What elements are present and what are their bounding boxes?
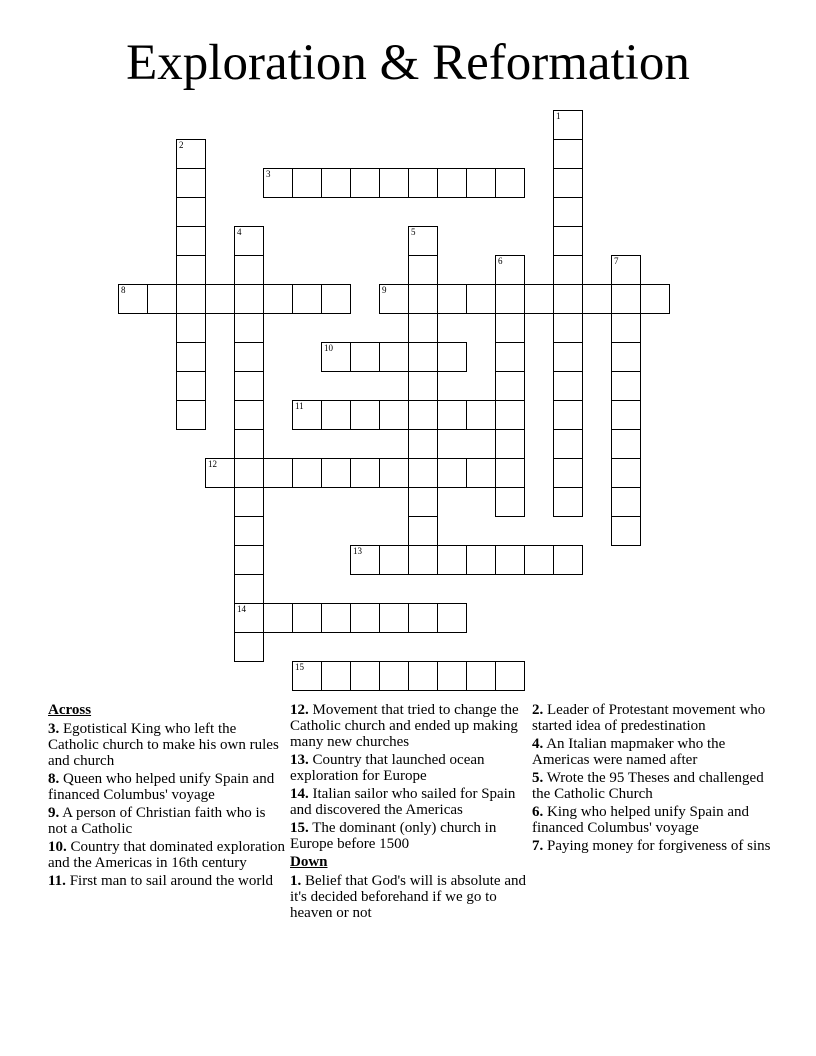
- clue-across-9: 9. A person of Christian faith who is not a Catholic: [48, 805, 266, 837]
- grid-cell[interactable]: [292, 168, 322, 198]
- grid-cell[interactable]: [350, 603, 380, 633]
- grid-cell[interactable]: [234, 400, 264, 430]
- grid-cell[interactable]: [234, 371, 264, 401]
- grid-cell[interactable]: [263, 168, 293, 198]
- grid-cell[interactable]: [234, 545, 264, 575]
- grid-cell[interactable]: [524, 545, 554, 575]
- grid-cell[interactable]: [466, 400, 496, 430]
- grid-cell[interactable]: [553, 255, 583, 285]
- clue-across-10: 10. Country that dominated exploration and the Americas in 16th century: [48, 839, 286, 871]
- clue-across-13: 13. Country that launched ocean exploration for Europe: [290, 752, 485, 784]
- grid-cell[interactable]: [611, 516, 641, 546]
- grid-cell[interactable]: [176, 342, 206, 372]
- clue-number-14: 14: [237, 604, 246, 614]
- grid-cell[interactable]: [437, 545, 467, 575]
- grid-cell[interactable]: [553, 458, 583, 488]
- clue-across-14: 14. Italian sailor who sailed for Spain and discovered the Americas: [290, 786, 516, 818]
- grid-cell[interactable]: [553, 371, 583, 401]
- clues-column-2: [290, 702, 530, 923]
- clues-column-3: [532, 702, 772, 856]
- clue-number-10: 10: [324, 343, 333, 353]
- grid-cell[interactable]: [437, 400, 467, 430]
- clue-down-5: 5. Wrote the 95 Theses and challenged the Catholic Church: [532, 770, 764, 802]
- grid-cell[interactable]: [495, 313, 525, 343]
- clue-across-3: 3. Egotistical King who left the Catholic church to make his own rules and church: [48, 721, 279, 769]
- grid-cell[interactable]: [118, 284, 148, 314]
- grid-cell[interactable]: [495, 371, 525, 401]
- grid-cell[interactable]: [321, 603, 351, 633]
- clue-across-15: 15. The dominant (only) church in Europe before 1500: [290, 820, 497, 852]
- grid-cell[interactable]: [495, 458, 525, 488]
- grid-cell[interactable]: [234, 603, 264, 633]
- grid-cell[interactable]: [466, 458, 496, 488]
- grid-cell[interactable]: [176, 197, 206, 227]
- grid-cell[interactable]: [321, 400, 351, 430]
- grid-cell[interactable]: [553, 487, 583, 517]
- grid-cell[interactable]: [292, 400, 322, 430]
- grid-cell[interactable]: [495, 487, 525, 517]
- clue-number-5: 5: [411, 227, 416, 237]
- grid-cell[interactable]: [321, 342, 351, 372]
- clue-down-6: 6. King who helped unify Spain and financed Columbus' voyage: [532, 804, 750, 836]
- grid-cell[interactable]: [466, 661, 496, 691]
- clue-number-6: 6: [498, 256, 503, 266]
- grid-cell[interactable]: [466, 545, 496, 575]
- grid-cell[interactable]: [379, 603, 409, 633]
- grid-cell[interactable]: [408, 487, 438, 517]
- grid-cell[interactable]: [611, 371, 641, 401]
- grid-cell[interactable]: [611, 255, 641, 285]
- grid-cell[interactable]: [321, 284, 351, 314]
- clues-column-1: [48, 702, 288, 891]
- grid-cell[interactable]: [408, 603, 438, 633]
- grid-cell[interactable]: [553, 313, 583, 343]
- page-title: Exploration & Reformation: [126, 35, 690, 91]
- grid-cell[interactable]: [553, 226, 583, 256]
- grid-cell[interactable]: [611, 458, 641, 488]
- grid-cell[interactable]: [379, 284, 409, 314]
- clue-number-2: 2: [179, 140, 184, 150]
- grid-cell[interactable]: [350, 545, 380, 575]
- grid-cell[interactable]: [437, 284, 467, 314]
- grid-cell[interactable]: [321, 661, 351, 691]
- grid-cell[interactable]: [292, 284, 322, 314]
- grid-cell[interactable]: [176, 255, 206, 285]
- grid-cell[interactable]: [321, 458, 351, 488]
- grid-cell[interactable]: [611, 429, 641, 459]
- grid-cell[interactable]: [466, 168, 496, 198]
- clue-number-8: 8: [121, 285, 126, 295]
- grid-cell[interactable]: [176, 371, 206, 401]
- clue-number-15: 15: [295, 662, 304, 672]
- grid-cell[interactable]: [263, 284, 293, 314]
- grid-cell[interactable]: [408, 545, 438, 575]
- grid-cell[interactable]: [495, 400, 525, 430]
- grid-cell[interactable]: [234, 226, 264, 256]
- grid-cell[interactable]: [408, 400, 438, 430]
- clue-number-11: 11: [295, 401, 304, 411]
- grid-cell[interactable]: [553, 197, 583, 227]
- clue-number-12: 12: [208, 459, 217, 469]
- grid-cell[interactable]: [350, 342, 380, 372]
- grid-cell[interactable]: [379, 545, 409, 575]
- grid-cell[interactable]: [437, 458, 467, 488]
- grid-cell[interactable]: [176, 284, 206, 314]
- clue-number-9: 9: [382, 285, 387, 295]
- clue-number-3: 3: [266, 169, 271, 179]
- grid-cell[interactable]: [408, 371, 438, 401]
- grid-cell[interactable]: [640, 284, 670, 314]
- grid-cell[interactable]: [524, 284, 554, 314]
- grid-cell[interactable]: [437, 168, 467, 198]
- grid-cell[interactable]: [350, 458, 380, 488]
- grid-cell[interactable]: [379, 400, 409, 430]
- grid-cell[interactable]: [263, 458, 293, 488]
- grid-cell[interactable]: [234, 487, 264, 517]
- grid-cell[interactable]: [379, 168, 409, 198]
- grid-cell[interactable]: [234, 516, 264, 546]
- clue-number-13: 13: [353, 546, 362, 556]
- clue-number-1: 1: [556, 111, 561, 121]
- grid-cell[interactable]: [408, 284, 438, 314]
- grid-cell[interactable]: [553, 342, 583, 372]
- clue-across-11: 11. First man to sail around the world: [48, 873, 273, 889]
- grid-cell[interactable]: [176, 139, 206, 169]
- grid-cell[interactable]: [437, 603, 467, 633]
- grid-cell[interactable]: [234, 429, 264, 459]
- grid-cell[interactable]: [379, 458, 409, 488]
- clue-number-7: 7: [614, 256, 619, 266]
- grid-cell[interactable]: [234, 632, 264, 662]
- down-heading: Down: [290, 854, 328, 870]
- grid-cell[interactable]: [234, 574, 264, 604]
- grid-cell[interactable]: [408, 429, 438, 459]
- grid-cell[interactable]: [408, 168, 438, 198]
- grid-cell[interactable]: [350, 168, 380, 198]
- grid-cell[interactable]: [553, 400, 583, 430]
- grid-cell[interactable]: [495, 342, 525, 372]
- grid-cell[interactable]: [408, 226, 438, 256]
- grid-cell[interactable]: [408, 255, 438, 285]
- grid-cell[interactable]: [495, 429, 525, 459]
- grid-cell[interactable]: [553, 429, 583, 459]
- grid-cell[interactable]: [176, 226, 206, 256]
- grid-cell[interactable]: [234, 255, 264, 285]
- grid-cell[interactable]: [147, 284, 177, 314]
- clue-across-12: 12. Movement that tried to change the Catholic church and ended up making many new churches: [290, 702, 519, 750]
- grid-cell[interactable]: [611, 400, 641, 430]
- grid-cell[interactable]: [495, 545, 525, 575]
- grid-cell[interactable]: [611, 487, 641, 517]
- grid-cell[interactable]: [234, 342, 264, 372]
- grid-cell[interactable]: [292, 458, 322, 488]
- grid-cell[interactable]: [408, 516, 438, 546]
- grid-cell[interactable]: [263, 603, 293, 633]
- grid-cell[interactable]: [466, 284, 496, 314]
- grid-cell[interactable]: [176, 168, 206, 198]
- grid-cell[interactable]: [553, 110, 583, 140]
- grid-cell[interactable]: [176, 400, 206, 430]
- grid-cell[interactable]: [234, 284, 264, 314]
- grid-cell[interactable]: [408, 661, 438, 691]
- grid-cell[interactable]: [611, 284, 641, 314]
- clue-across-8: 8. Queen who helped unify Spain and financed Columbus' voyage: [48, 771, 275, 803]
- grid-cell[interactable]: [292, 603, 322, 633]
- grid-cell[interactable]: [205, 458, 235, 488]
- grid-cell[interactable]: [495, 284, 525, 314]
- grid-cell[interactable]: [553, 139, 583, 169]
- clue-down-7: 7. Paying money for forgiveness of sins: [532, 838, 771, 854]
- grid-cell[interactable]: [611, 313, 641, 343]
- grid-cell[interactable]: [553, 168, 583, 198]
- grid-cell[interactable]: [205, 284, 235, 314]
- grid-cell[interactable]: [379, 342, 409, 372]
- clue-down-2: 2. Leader of Protestant movement who started idea of predestination: [532, 702, 766, 734]
- grid-cell[interactable]: [292, 661, 322, 691]
- grid-cell[interactable]: [553, 545, 583, 575]
- grid-cell[interactable]: [321, 168, 351, 198]
- grid-cell[interactable]: [553, 284, 583, 314]
- grid-cell[interactable]: [495, 168, 525, 198]
- grid-cell[interactable]: [408, 458, 438, 488]
- clue-number-4: 4: [237, 227, 242, 237]
- grid-cell[interactable]: [234, 458, 264, 488]
- grid-cell[interactable]: [611, 342, 641, 372]
- grid-cell[interactable]: [437, 342, 467, 372]
- grid-cell[interactable]: [495, 255, 525, 285]
- grid-cell[interactable]: [234, 313, 264, 343]
- grid-cell[interactable]: [408, 342, 438, 372]
- grid-cell[interactable]: [582, 284, 612, 314]
- grid-cell[interactable]: [350, 661, 380, 691]
- grid-cell[interactable]: [437, 661, 467, 691]
- clue-down-1: 1. Belief that God's will is absolute and it's decided beforehand if we go to heaven or not: [290, 873, 527, 921]
- grid-cell[interactable]: [379, 661, 409, 691]
- clue-down-4: 4. An Italian mapmaker who the Americas were named after: [532, 736, 726, 768]
- grid-cell[interactable]: [176, 313, 206, 343]
- grid-cell[interactable]: [408, 313, 438, 343]
- across-heading: Across: [48, 702, 92, 718]
- grid-cell[interactable]: [350, 400, 380, 430]
- grid-cell[interactable]: [495, 661, 525, 691]
